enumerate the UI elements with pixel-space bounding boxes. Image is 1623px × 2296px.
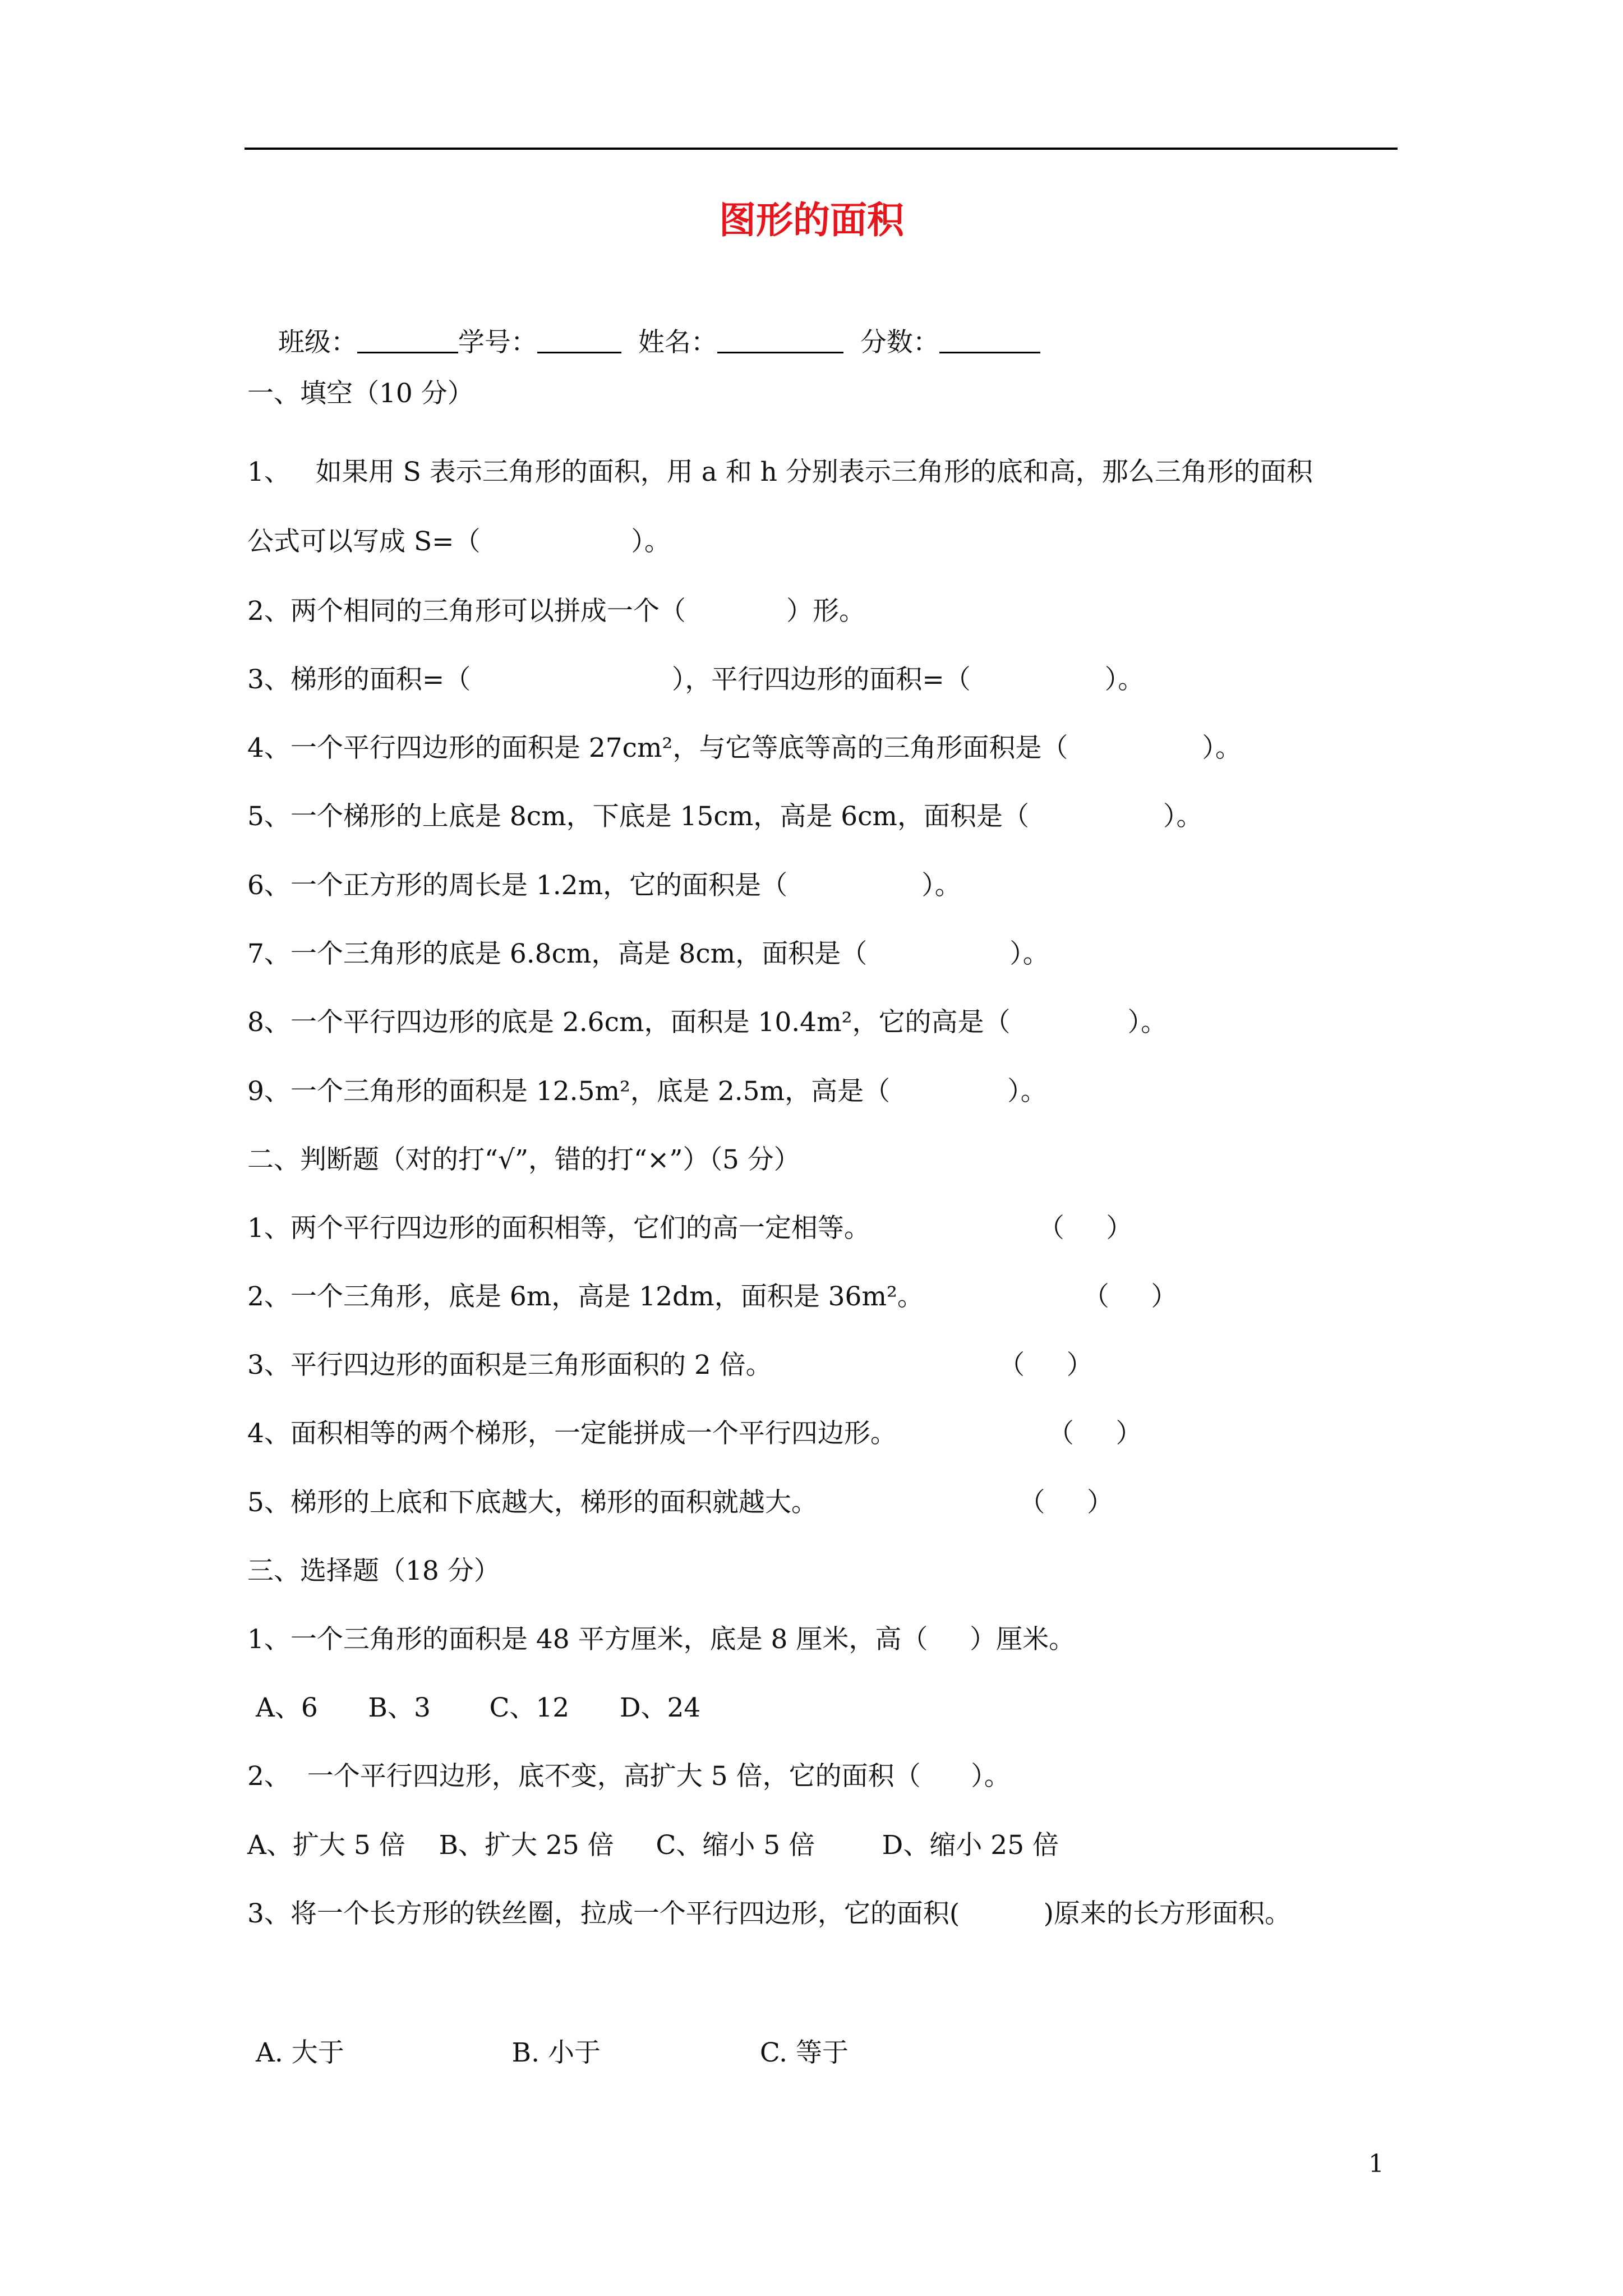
fill-question-6: 6、一个正方形的周长是 1.2m，它的面积是（ ）。 [247,870,961,901]
score-blank[interactable] [939,329,1040,353]
page-title: 图形的面积 [719,199,904,242]
page-number: 1 [1368,2150,1384,2178]
section-title-judge: 二、判断题（对的打“√”，错的打“×”）（5 分） [247,1144,800,1175]
fill-question-7: 7、一个三角形的底是 6.8cm，高是 8cm，面积是（ ）。 [247,938,1049,969]
id-blank[interactable] [537,329,621,353]
class-label: 班级： [278,327,357,358]
header-rule [245,148,1398,150]
choice-question-1: 1、一个三角形的面积是 48 平方厘米，底是 8 厘米，高（ ）厘米。 [247,1624,1076,1655]
fill-question-1: 1、 如果用 S 表示三角形的面积，用 a 和 h 分别表示三角形的底和高，那么三角形的面积 [247,457,1313,487]
choice-question-3-options: A. 大于 B. 小于 C. 等于 [247,2037,849,2068]
judge-question-1: 1、两个平行四边形的面积相等，它们的高一定相等。 （ ） [247,1213,1133,1244]
name-label: 姓名： [638,327,717,358]
name-blank[interactable] [717,329,843,353]
class-blank[interactable] [357,329,458,353]
choice-question-1-options: A、6 B、3 C、12 D、24 [247,1692,701,1723]
section-title-fill: 一、填空（10 分） [247,378,474,409]
choice-question-2-options: A、扩大 5 倍 B、扩大 25 倍 C、缩小 5 倍 D、缩小 25 倍 [247,1830,1059,1861]
fill-question-8: 8、一个平行四边形的底是 2.6cm，面积是 10.4m²，它的高是（ ）。 [247,1007,1168,1038]
judge-question-4: 4、面积相等的两个梯形，一定能拼成一个平行四边形。 （ ） [247,1418,1142,1449]
choice-question-2: 2、 一个平行四边形，底不变，高扩大 5 倍，它的面积（ ）。 [247,1761,1011,1792]
choice-question-3: 3、将一个长方形的铁丝圈，拉成一个平行四边形，它的面积( )原来的长方形面积。 [247,1898,1291,1929]
fill-question-3: 3、梯形的面积=（ ），平行四边形的面积=（ ）。 [247,664,1145,695]
section-title-choice: 三、选择题（18 分） [247,1556,500,1586]
judge-question-2: 2、一个三角形，底是 6m，高是 12dm，面积是 36m²。 （ ） [247,1281,1178,1312]
fill-question-9: 9、一个三角形的面积是 12.5m²，底是 2.5m，高是（ ）。 [247,1076,1047,1107]
fill-question-2: 2、两个相同的三角形可以拼成一个（ ）形。 [247,596,866,627]
score-label: 分数： [860,327,939,358]
fill-question-5: 5、一个梯形的上底是 8cm，下底是 15cm，高是 6cm，面积是（ ）。 [247,801,1203,832]
id-label: 学号： [458,327,537,358]
fill-question-4: 4、一个平行四边形的面积是 27cm²，与它等底等高的三角形面积是（ ）。 [247,733,1242,763]
student-info-row [261,303,1040,356]
judge-question-3: 3、平行四边形的面积是三角形面积的 2 倍。 （ ） [247,1350,1093,1381]
fill-question-1-cont: 公式可以写成 S=（ ）。 [247,526,671,557]
judge-question-5: 5、梯形的上底和下底越大，梯形的面积就越大。 （ ） [247,1487,1114,1518]
